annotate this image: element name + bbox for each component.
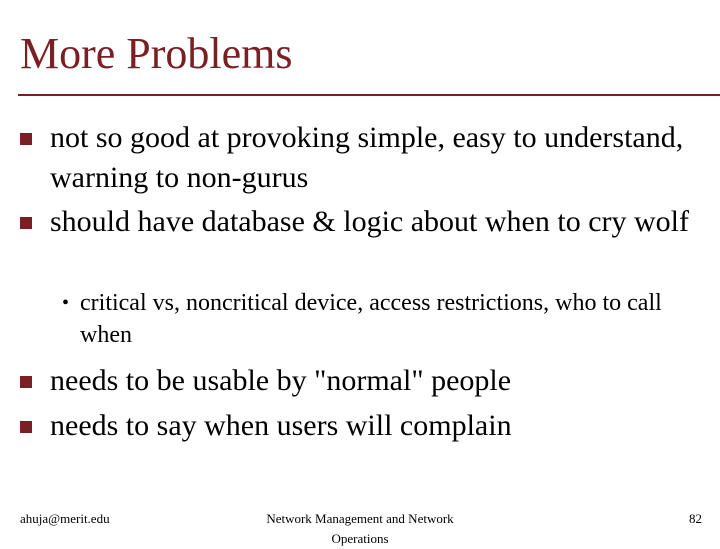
sub-bullet-text: critical vs, noncritical device, access restrictions, who to call when <box>80 290 662 348</box>
square-bullet-icon <box>20 217 32 229</box>
square-bullet-icon <box>20 421 32 433</box>
round-bullet-icon: • <box>62 292 70 314</box>
bullet-text: should have database & logic about when to cry wolf <box>50 205 689 238</box>
footer-page-number: 82 <box>689 511 702 526</box>
slide-title: More Problems <box>20 29 293 78</box>
bullet-item <box>20 361 700 401</box>
bullet-text: needs to be usable by "normal" people <box>50 364 512 397</box>
bullet-text: needs to say when users will complain <box>50 409 512 442</box>
footer-course-title: Network Management and Network Operations <box>266 511 454 546</box>
bullet-item <box>20 118 700 198</box>
footer-email: ahuja@merit.edu <box>20 511 110 526</box>
bullet-item <box>20 406 700 446</box>
square-bullet-icon <box>20 376 32 388</box>
title-underline <box>18 94 720 96</box>
bullet-item <box>20 202 700 242</box>
bullet-text: not so good at provoking simple, easy to understand, warning to non-gurus <box>50 121 684 194</box>
square-bullet-icon <box>20 133 32 145</box>
sub-bullet-item <box>62 287 682 351</box>
